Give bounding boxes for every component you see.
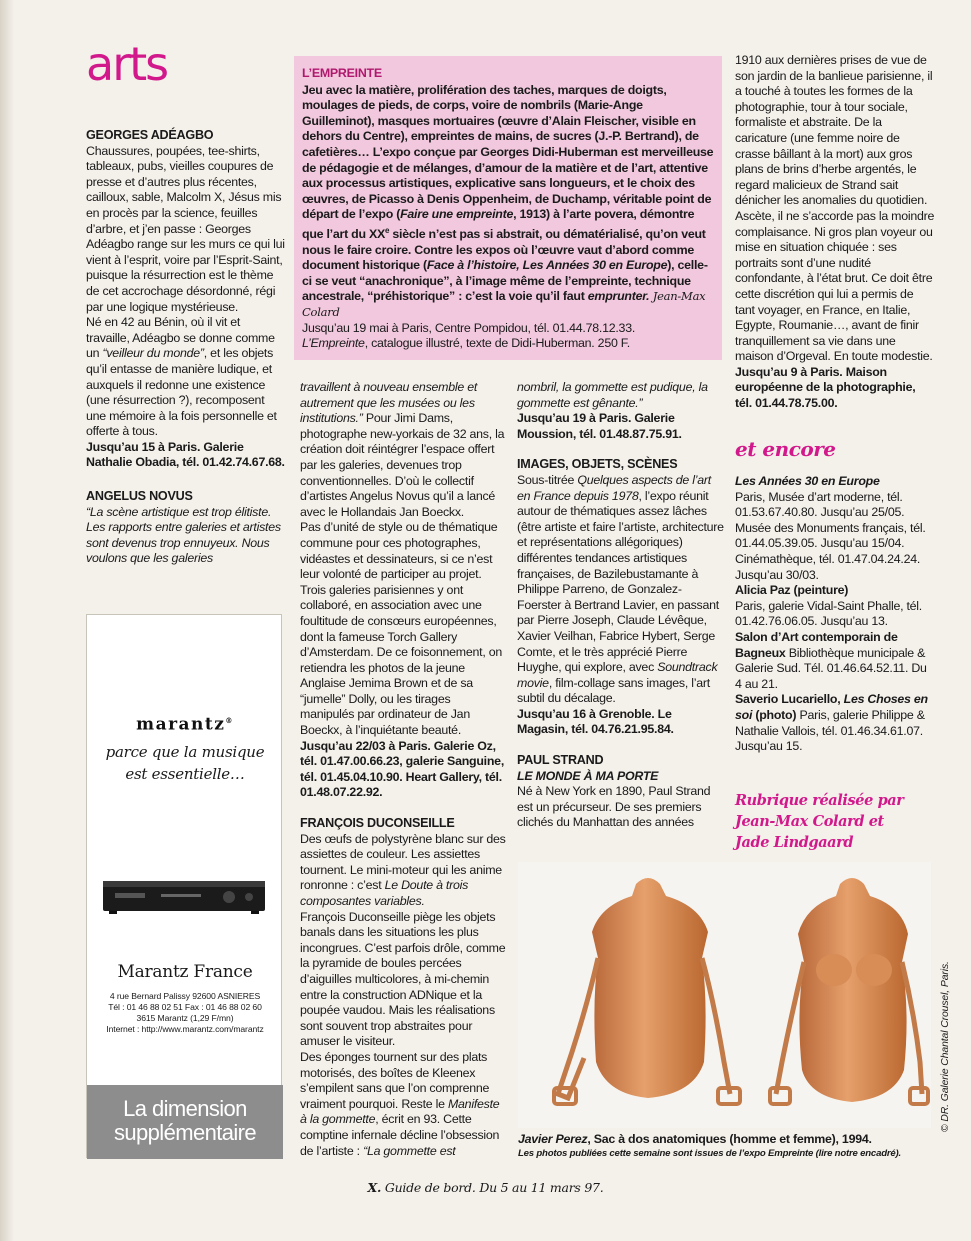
ad-company: Marantz France: [117, 962, 253, 982]
duconseille-paragraph-3: Des éponges tournent sur des plats motorisés, des boîtes de Kleenex s’empilent sans que l’on comprenne vraiment pourquoi. Reste le Manifeste à la gommette, écrit en 93. Cette comptine infernale décline l’obsession de l’artiste : “La gommette est: [300, 1049, 500, 1158]
column-4: [735, 53, 935, 412]
empreinte-text: Jeu avec la matière, prolifération des taches, marques de doigts, moulages de pieds, de corps, voire de nombrils (Marie-Ange Guilleminot), masques mortuaires (œuvre d’Alain Fleischer, visible en dehors du Centre), empreintes de mains, de sucres (J.-P. Bertrand), de cafetières… L’expo conçue par Georges Didi-Huberman est merveilleuse de pédagogie et de mélanges, d’amour de la matière et de l’art, attentive aux processus artistiques, explicative sans longueurs, et le choix des œuvres, de Picasso à Denis Oppenheim, de Duchamp, véritable point de départ de l’expo (Faire une empreinte, 1913) à l’arte povera, démontre que l’art du XXe siècle n’est pas si abstrait, ou dématérialisé, qu’on veut nous le faire croire. Contre les expos où l’œuvre vaut d’abord comme document historique (Face à l’histoire, Les Années 30 en Europe), celle-ci se veut “anachronique”, à l’image même de l’empreinte, technique ancestrale, “préhistorique” : c’est la voie qu’il faut emprunter. Jean-Max Colard: [302, 82, 714, 320]
adeagbo-paragraph-1: Chaussures, poupées, tee-shirts, tableaux, pubs, vieilles coupures de presse et d’autres plus récentes, cailloux, sable, Malcolm X, Jésus mis en procès par la science, feuilles d’arbre, et j’en passe : Georges Adéagbo range sur les murs ce qui lui vient à l’esprit, voire par l’Esprit-Saint, puisque la résurrection est le thème de cet accrochage désordonné, régi par une logique mystérieuse.: [86, 143, 285, 314]
stereo-amplifier-icon: [101, 877, 267, 917]
page-edge: [0, 0, 14, 1241]
caption-note: Les photos publiées cette semaine sont issues de l’expo Empreinte (lire notre encadré).: [518, 1148, 901, 1159]
encore-item-4: Saverio Lucariello, Les Choses en soi (photo) Paris, galerie Philippe & Nathalie Vallois, tél. 01.46.34.61.07. Jusqu’au 15.: [735, 692, 928, 754]
duconseille-paragraph-2: François Duconseille piège les objets banals dans les situations les plus incongrues. C’est parfois drôle, comme la pyramide de boules percées d’aiguilles multicolores, à mi-chemin entre la construction ADNique et la poupée vaudou. Mais les réalisations sont souvent trop abstraites pour amuser le visiteur.: [300, 909, 506, 1049]
strand-subtitle: LE MONDE À MA PORTE: [517, 768, 659, 783]
marantz-logo: marantz®: [136, 714, 234, 735]
strand-info: Jusqu’au 9 à Paris. Maison européenne de la photographie, tél. 01.44.78.75.00.: [735, 364, 916, 411]
images-title: IMAGES, OBJETS, SCÈNES: [517, 457, 678, 472]
anatomical-backpacks-photo: [518, 862, 931, 1128]
marantz-ad: [86, 614, 282, 1158]
encore-item-1-title: Les Années 30 en Europe: [735, 474, 880, 488]
empreinte-info-2: L’Empreinte, catalogue illustré, texte de Didi-Huberman. 250 F.: [302, 336, 630, 351]
section-title: arts: [86, 37, 168, 91]
ad-banner: La dimension supplémentaire: [87, 1085, 283, 1159]
ad-address: 4 rue Bernard Palissy 92600 ASNIERES Tél : 01 46 88 02 51 Fax : 01 46 88 02 60 3615 Marantz (1,29 F/mn) Internet : http://www.marantz.com/marantz: [106, 991, 264, 1034]
column-1: [86, 128, 286, 567]
empreinte-box: [294, 56, 722, 360]
adeagbo-paragraph-2: Né en 42 au Bénin, où il vit et travaille, Adéagbo se donne comme un “veilleur du monde”, et les objets qu’il entasse de manière ludique, et auxquels il redonne une existence (une résurrection ?), recomposent une mémoire à la fois personnelle et offerte à tous.: [86, 315, 277, 439]
angelus-info: Jusqu’au 22/03 à Paris. Galerie Oz, tél. 01.47.00.66.23, galerie Sanguine, tél. 01.45.04.10.90. Heart Gallery, tél. 01.48.07.22.92.: [300, 738, 505, 800]
et-encore-title: et encore: [735, 437, 836, 461]
duconseille-title: FRANÇOIS DUCONSEILLE: [300, 816, 455, 831]
encore-item-3: Salon d’Art contemporain de Bagneux Bibliothèque municipale & Galerie Sud. Tél. 01.46.64.52.11. Du 4 au 21.: [735, 629, 927, 691]
page-footer: X. Guide de bord. Du 5 au 11 mars 97.: [367, 1180, 604, 1195]
encore-item-1-text: Paris, Musée d’art moderne, tél. 01.53.67.40.80. Jusqu’au 25/05. Musée des Monuments français, tél. 01.44.05.39.05. Jusqu’au 15/04. Cinémathèque, tél. 01.47.04.24.24. Jusqu’au 30/03.: [735, 489, 926, 582]
duconseille-paragraph-1: Des œufs de polystyrène blanc sur des assiettes de couleur. Les assiettes tournent. Le mini-moteur qui les anime ronronne : c’est Le Doute à trois composantes variables.: [300, 831, 506, 908]
empreinte-info-1: Jusqu’au 19 mai à Paris, Centre Pompidou, tél. 01.44.78.12.33.: [302, 320, 636, 335]
ad-slogan: parce que la musique est essentielle…: [105, 743, 265, 783]
images-info: Jusqu’au 16 à Grenoble. Le Magasin, tél. 04.76.21.95.84.: [517, 706, 674, 737]
et-encore-list: [735, 474, 935, 755]
strand-paragraph-end: 1910 aux dernières prises de vue de son jardin de la banlieue parisienne, il a touché à toutes les formes de la photographie, tour à tour sociale, formaliste et abstraite. De la caricature (une femme noire de crasse bâillant à la mort) aux gros plans de brins d’herbe argentés, le regard malicieux de Strand sait dénicher les anomalies du quotidien. Ascète, il ne s’accorde pas la moindre complaisance. Ni gros plan voyeur ou mise en situation chiquée : ses portraits sont d’une nudité confondante, à l’état brut. Ce doit être cette discrétion qui lui a permis de tant voyager, en France, en Italie, Egypte, Roumanie…, avant de finir tranquillement sa vie dans une maison d’Orgeval. En toute modestie.: [735, 53, 935, 364]
photo-credit: © DR. Galerie Chantal Crousel, Paris.: [940, 961, 951, 1132]
angelus-paragraph-1: travaillent à nouveau ensemble et autrement que les musées ou les institutions.” Pour Jimi Dams, photographe new-yorkais de 32 ans, la création doit réintégrer l’espace offert par les galeries, devenues trop conventionnelles. D’où le collectif d’artistes Angelus Novus qu’il a lancé avec le Hollandais Jan Boeckx.: [300, 380, 505, 519]
rubrique-credit: Rubrique réalisée par Jean-Max Colard et Jade Lindgaard: [735, 792, 904, 851]
empreinte-title: L’EMPREINTE: [302, 66, 382, 80]
strand-title: PAUL STRAND: [517, 753, 604, 768]
duconseille-info: Jusqu’au 19 à Paris. Galerie Moussion, tél. 01.48.87.75.91.: [517, 411, 682, 441]
strand-paragraph-start: Né à New York en 1890, Paul Strand est un précurseur. De ses premiers clichés du Manhattan des années: [517, 784, 711, 830]
encore-item-2-title: Alicia Paz (peinture): [735, 583, 849, 598]
encore-item-2-text: Paris, galerie Vidal-Saint Phalle, tél. 01.42.76.06.05. Jusqu’au 13.: [735, 598, 922, 629]
column-3: [517, 380, 725, 831]
angelus-paragraph-2: Pas d’unité de style ou de thématique commune pour ces photographes, vidéastes et dessinateurs, si ce n’est leur volonté de participer au projet. Trois galeries parisiennes y ont collaboré, en association avec une foultitude de consœurs européennes, dont la fameuse Torch Gallery d’Amsterdam. De ce foisonnement, on retiendra les photos de la jeune Anglaise Jemima Brown et de sa “jumelle” Dolly, ou les tirages manipulés par ordinateur de Jan Boeckx, à l’inquiétante beauté.: [300, 520, 502, 738]
adeagbo-title: GEORGES ADÉAGBO: [86, 128, 214, 142]
angelus-title: ANGELUS NOVUS: [86, 489, 193, 504]
adeagbo-info: Jusqu’au 15 à Paris. Galerie Nathalie Obadia, tél. 01.42.74.67.68.: [86, 439, 285, 470]
column-2: [300, 380, 506, 1159]
caption-main: Javier Perez, Sac à dos anatomiques (homme et femme), 1994.: [518, 1132, 872, 1146]
images-paragraph: Sous-titrée Quelques aspects de l’art en France depuis 1978, l’expo réunit autour de thématiques assez lâches (être artiste et faire l’artiste, architecture et représentations allégoriques) différentes tendances artistiques françaises, de Bazilebustamante à Philippe Parreno, de Gonzalez-Foerster à Bertrand Lavier, en passant par Pierre Joseph, Claude Lévêque, Xavier Veilhan, Fabrice Hybert, Serge Comte, et le très apprécié Pierre Huyghe, qui explore, avec Soundtrack movie, film-collage sans images, l’art subtil du décalage.: [517, 472, 724, 706]
photo-caption: [518, 1132, 938, 1160]
angelus-quote-start: “La scène artistique est trop élitiste. Les rapports entre galeries et artistes sont devenus trop ennuyeux. Nous voulons que les galeries: [86, 504, 281, 566]
duconseille-paragraph-3-end: nombril, la gommette est pudique, la gommette est gênante.”: [517, 380, 708, 410]
